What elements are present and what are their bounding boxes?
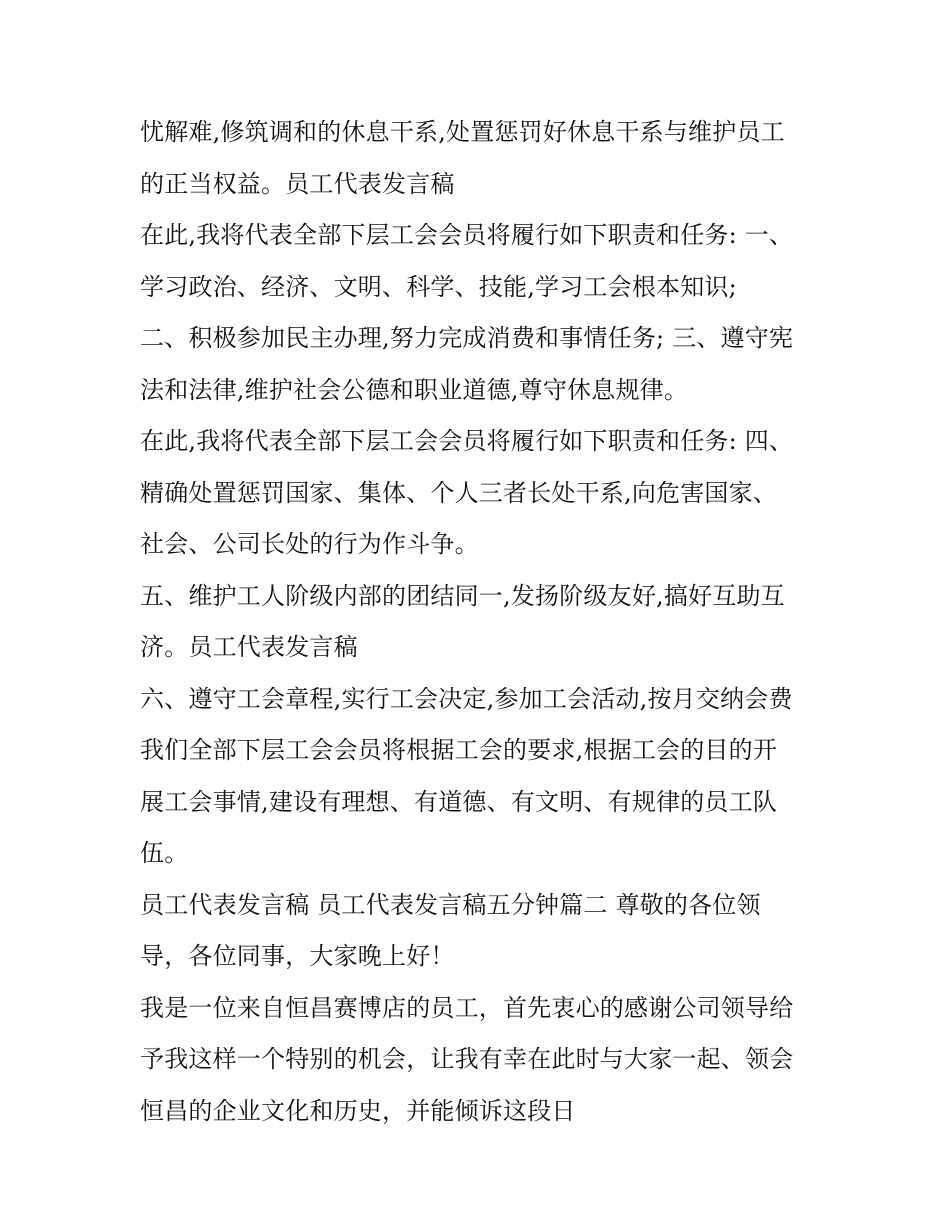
text-line-13: 我们全部下层工会会员将根据工会的要求,根据工会的目的开 <box>140 736 778 764</box>
text-line-16: 员工代表发言稿 员工代表发言稿五分钟篇二 尊敬的各位领 <box>140 890 761 919</box>
text-line-5: 二、积极参加民主办理,努力完成消费和事情任务; 三、遵守宪 <box>140 324 794 352</box>
text-line-14: 展工会事情,建设有理想、有道德、有文明、有规律的员工队 <box>140 787 778 816</box>
text-line-6: 法和法律,维护社会公德和职业道德,尊守休息规律。 <box>140 375 689 404</box>
text-line-19: 予我这样一个特别的机会，让我有幸在此时与大家一起、领会 <box>140 1045 794 1073</box>
text-line-17: 导，各位同事，大家晚上好！ <box>140 942 455 970</box>
text-line-15: 伍。 <box>140 839 189 867</box>
text-line-4: 学习政治、经济、文明、科学、技能,学习工会根本知识; <box>140 272 737 301</box>
text-line-1: 忧解难,修筑调和的休息干系,处置惩罚好休息干系与维护员工 <box>140 118 785 146</box>
text-line-7: 在此,我将代表全部下层工会会员将履行如下职责和任务: 四、 <box>140 427 794 455</box>
text-line-20: 恒昌的企业文化和历史，并能倾诉这段日 <box>140 1096 576 1125</box>
text-line-12: 六、遵守工会章程,实行工会决定,参加工会活动,按月交纳会费 <box>140 684 793 713</box>
text-line-3: 在此,我将代表全部下层工会会员将履行如下职责和任务: 一、 <box>140 221 794 249</box>
text-line-8: 精确处置惩罚国家、集体、个人三者长处干系,向危害国家、 <box>140 478 778 507</box>
text-line-9: 社会、公司长处的行为作斗争。 <box>140 530 479 558</box>
document-text-body <box>140 107 820 1137</box>
text-line-11: 济。员工代表发言稿 <box>140 633 358 661</box>
text-line-10: 五、维护工人阶级内部的团结同一,发扬阶级友好,搞好互助互 <box>140 581 785 610</box>
text-line-18: 我是一位来自恒昌赛博店的员工，首先衷心的感谢公司领导给 <box>140 993 794 1022</box>
text-line-2: 的正当权益。员工代表发言稿 <box>140 169 455 198</box>
